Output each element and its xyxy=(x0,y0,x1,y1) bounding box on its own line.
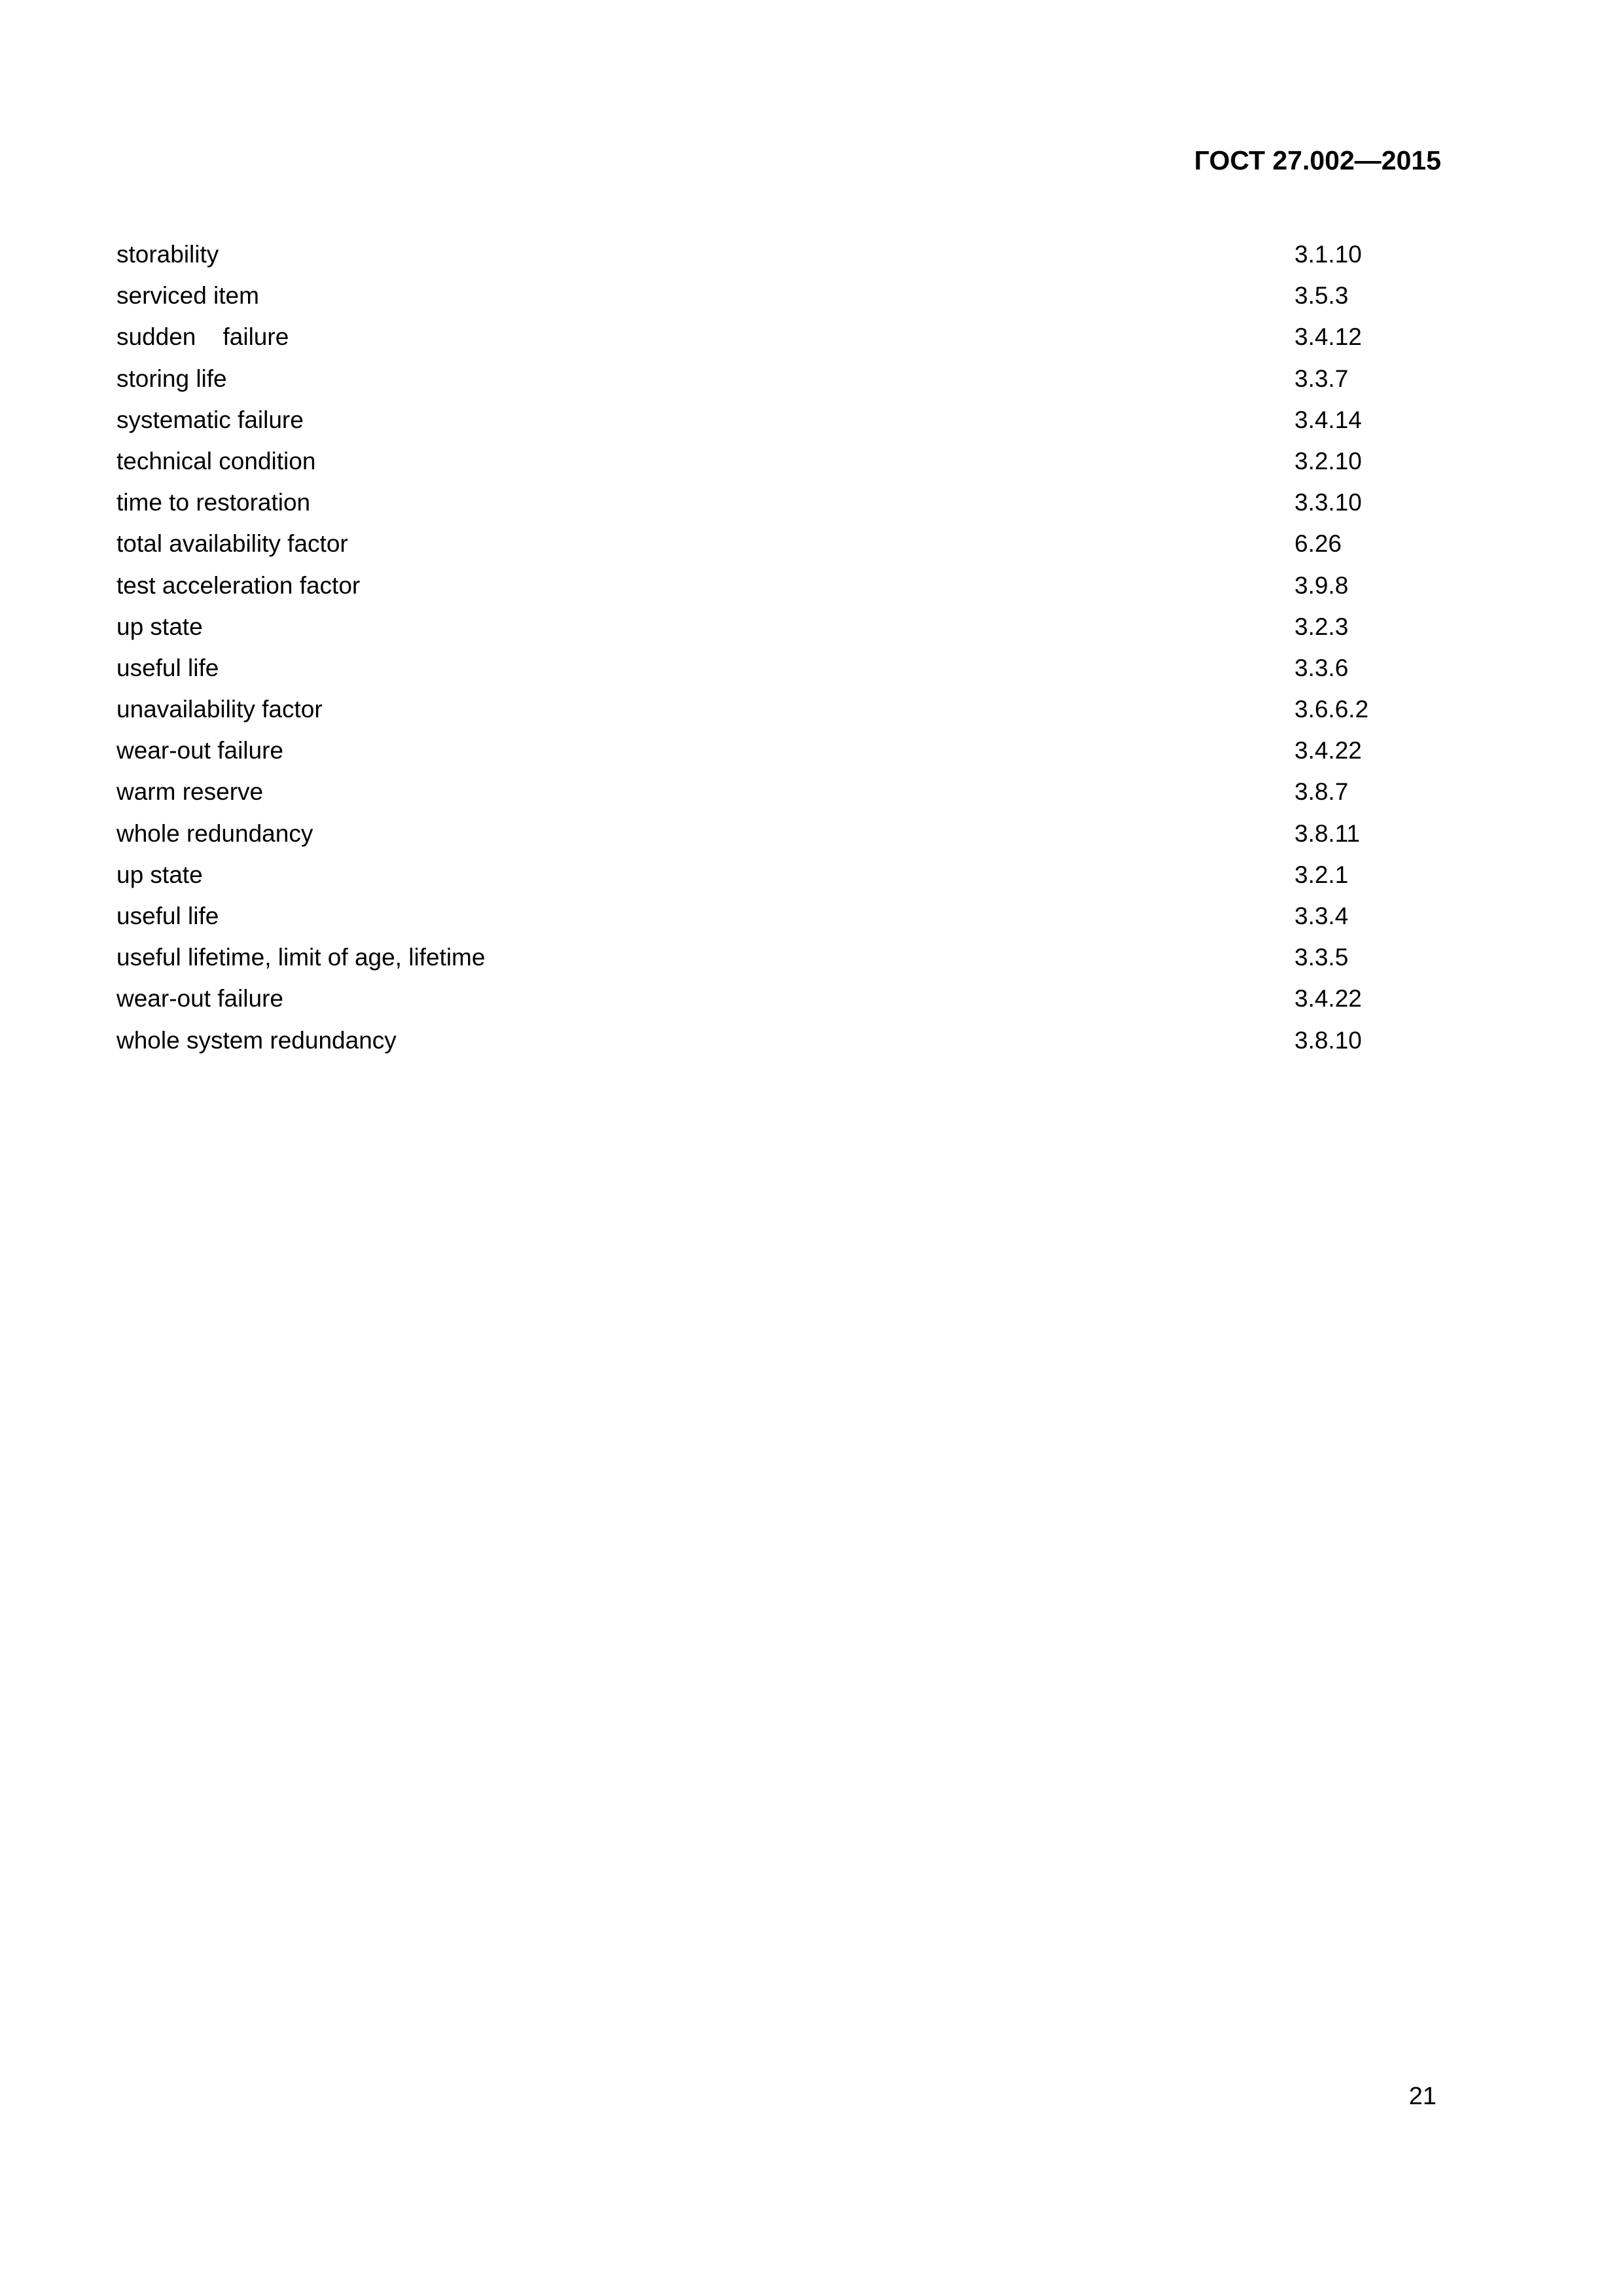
index-reference: 3.5.3 xyxy=(1294,282,1349,310)
index-reference: 3.4.14 xyxy=(1294,406,1362,433)
index-term: useful lifetime, limit of age, lifetime xyxy=(116,944,486,971)
index-row xyxy=(116,569,1373,611)
index-reference: 3.3.4 xyxy=(1294,903,1349,929)
index-term: warm reserve xyxy=(116,778,264,806)
index-reference: 3.9.8 xyxy=(1294,571,1349,599)
index-reference: 3.2.10 xyxy=(1294,447,1362,475)
index-term: systematic failure xyxy=(116,406,304,433)
index-row xyxy=(116,321,1373,362)
index-term: test acceleration factor xyxy=(116,571,361,599)
index-row xyxy=(116,404,1373,445)
page-number: 21 xyxy=(1408,2083,1436,2110)
index-reference: 3.2.3 xyxy=(1294,613,1349,640)
index-reference: 3.3.5 xyxy=(1294,944,1349,971)
index-reference: 3.8.11 xyxy=(1294,819,1361,847)
index-row xyxy=(116,900,1373,941)
standard-designation: ГОСТ 27.002—2015 xyxy=(1194,145,1441,175)
index-row xyxy=(116,652,1373,693)
index-row xyxy=(116,1024,1373,1066)
index-reference: 3.1.10 xyxy=(1294,241,1362,268)
index-term: up state xyxy=(116,613,203,640)
index-reference: 3.8.7 xyxy=(1294,778,1349,806)
term-index-list xyxy=(116,238,1373,1066)
index-row xyxy=(116,817,1373,859)
index-term: sudden failure xyxy=(116,323,289,351)
index-term: whole system redundancy xyxy=(116,1026,397,1054)
index-row xyxy=(116,528,1373,569)
index-row xyxy=(116,859,1373,900)
index-row xyxy=(116,486,1373,528)
index-row xyxy=(116,693,1373,734)
index-term: technical condition xyxy=(116,447,316,475)
index-term: serviced item xyxy=(116,282,259,310)
index-term: storing life xyxy=(116,365,227,392)
index-row xyxy=(116,776,1373,817)
index-reference: 6.26 xyxy=(1294,530,1342,558)
index-term: useful life xyxy=(116,903,219,929)
index-term: unavailability factor xyxy=(116,696,323,723)
index-reference: 3.3.6 xyxy=(1294,654,1349,681)
index-row xyxy=(116,611,1373,652)
index-reference: 3.4.22 xyxy=(1294,737,1362,764)
index-reference: 3.8.10 xyxy=(1294,1026,1362,1054)
index-term: wear-out failure xyxy=(116,985,284,1013)
index-reference: 3.3.7 xyxy=(1294,365,1349,392)
index-row xyxy=(116,445,1373,486)
index-term: time to restoration xyxy=(116,489,311,516)
index-term: storability xyxy=(116,241,219,268)
index-row xyxy=(116,982,1373,1024)
index-row xyxy=(116,363,1373,404)
index-row xyxy=(116,941,1373,982)
index-reference: 3.3.10 xyxy=(1294,489,1362,516)
index-row xyxy=(116,279,1373,321)
index-term: wear-out failure xyxy=(116,737,284,764)
index-term: useful life xyxy=(116,654,219,681)
index-row xyxy=(116,734,1373,776)
index-row xyxy=(116,238,1373,279)
index-reference: 3.6.6.2 xyxy=(1294,696,1369,723)
index-reference: 3.2.1 xyxy=(1294,861,1349,888)
index-reference: 3.4.22 xyxy=(1294,985,1362,1013)
document-header xyxy=(1194,145,1441,176)
index-term: up state xyxy=(116,861,203,888)
index-reference: 3.4.12 xyxy=(1294,323,1362,351)
index-term: whole redundancy xyxy=(116,819,313,847)
index-term: total availability factor xyxy=(116,530,348,558)
